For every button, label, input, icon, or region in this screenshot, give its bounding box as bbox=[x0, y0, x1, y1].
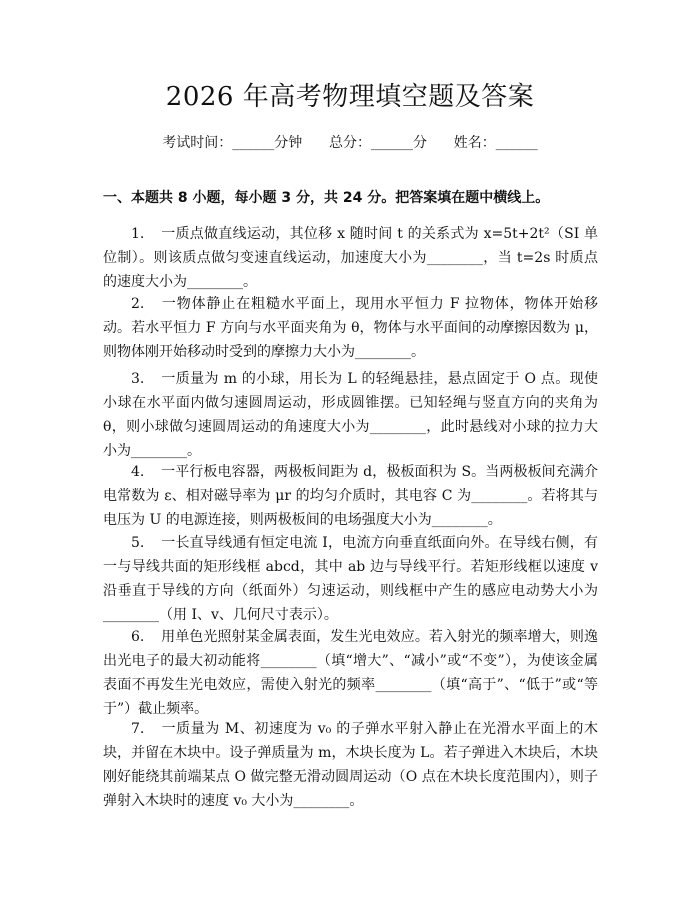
question-number: 2. bbox=[131, 296, 145, 312]
question-text: 一质点做直线运动，其位移 x 随时间 t 的关系式为 x=5t+2t²（SI 单位制）。则该质点做匀变速直线运动，加速度大小为________，当 t=2s 时质点的速度大小为________。 bbox=[103, 226, 598, 290]
page-title: 2026 年高考物理填空题及答案 bbox=[165, 82, 535, 112]
question-number: 3. bbox=[131, 371, 145, 387]
question-text: 一长直导线通有恒定电流 I，电流方向垂直纸面向外。在导线右侧，有一与导线共面的矩形线框 abcd，其中 ab 边与导线平行。若矩形线框以速度 v 沿垂直于导线的方向（纸面外）匀速运动，则线框中产生的感应电动势大小为________（用 I、v、几何尺寸表示）。 bbox=[103, 535, 598, 623]
question-5 bbox=[103, 531, 598, 627]
exam-meta-line: 考试时间：______分钟 总分：______分 姓名：______ bbox=[162, 135, 538, 151]
question-number: 7. bbox=[131, 721, 145, 737]
question-number: 4. bbox=[131, 464, 145, 480]
question-text: 用单色光照射某金属表面，发生光电效应。若入射光的频率增大，则逸出光电子的最大初动能将________（填“增大”、“减小”或“不变”），为使该金属表面不再发生光电效应，需使入射光的频率________（填“高于”、“低于”或“等于”）截止频率。 bbox=[103, 629, 598, 717]
question-text: 一物体静止在粗糙水平面上，现用水平恒力 F 拉物体，物体开始移动。若水平恒力 F 方向与水平面夹角为 θ，物体与水平面间的动摩擦因数为 μ，则物体刚开始移动时受到的摩擦力大小为________。 bbox=[103, 296, 598, 360]
question-7 bbox=[103, 717, 598, 813]
question-2 bbox=[103, 292, 598, 364]
question-number: 1. bbox=[131, 226, 145, 242]
question-1 bbox=[103, 222, 598, 294]
question-6 bbox=[103, 625, 598, 721]
question-3 bbox=[103, 367, 598, 463]
section-heading: 一、本题共 8 小题，每小题 3 分，共 24 分。把答案填在题中横线上。 bbox=[103, 190, 550, 206]
question-text: 一质量为 m 的小球，用长为 L 的轻绳悬挂，悬点固定于 O 点。现使小球在水平面内做匀速圆周运动，形成圆锥摆。已知轻绳与竖直方向的夹角为 θ，则小球做匀速圆周运动的角速度大小为________，此时悬线对小球的拉力大小为________。 bbox=[103, 371, 598, 459]
question-number: 5. bbox=[131, 535, 145, 551]
question-4 bbox=[103, 460, 598, 532]
question-text: 一质量为 M、初速度为 v₀ 的子弹水平射入静止在光滑水平面上的木块，并留在木块中。设子弹质量为 m，木块长度为 L。若子弹进入木块后，木块刚好能绕其前端某点 O 做完整无滑动圆周运动（O 点在木块长度范围内），则子弹射入木块时的速度 v₀ 大小为________。 bbox=[103, 721, 598, 809]
question-number: 6. bbox=[131, 629, 145, 645]
question-text: 一平行板电容器，两极板间距为 d，极板面积为 S。当两极板间充满介电常数为 ε、相对磁导率为 μr 的均匀介质时，其电容 C 为________。若将其与电压为 U 的电源连接，则两极板间的电场强度大小为________。 bbox=[103, 464, 598, 528]
